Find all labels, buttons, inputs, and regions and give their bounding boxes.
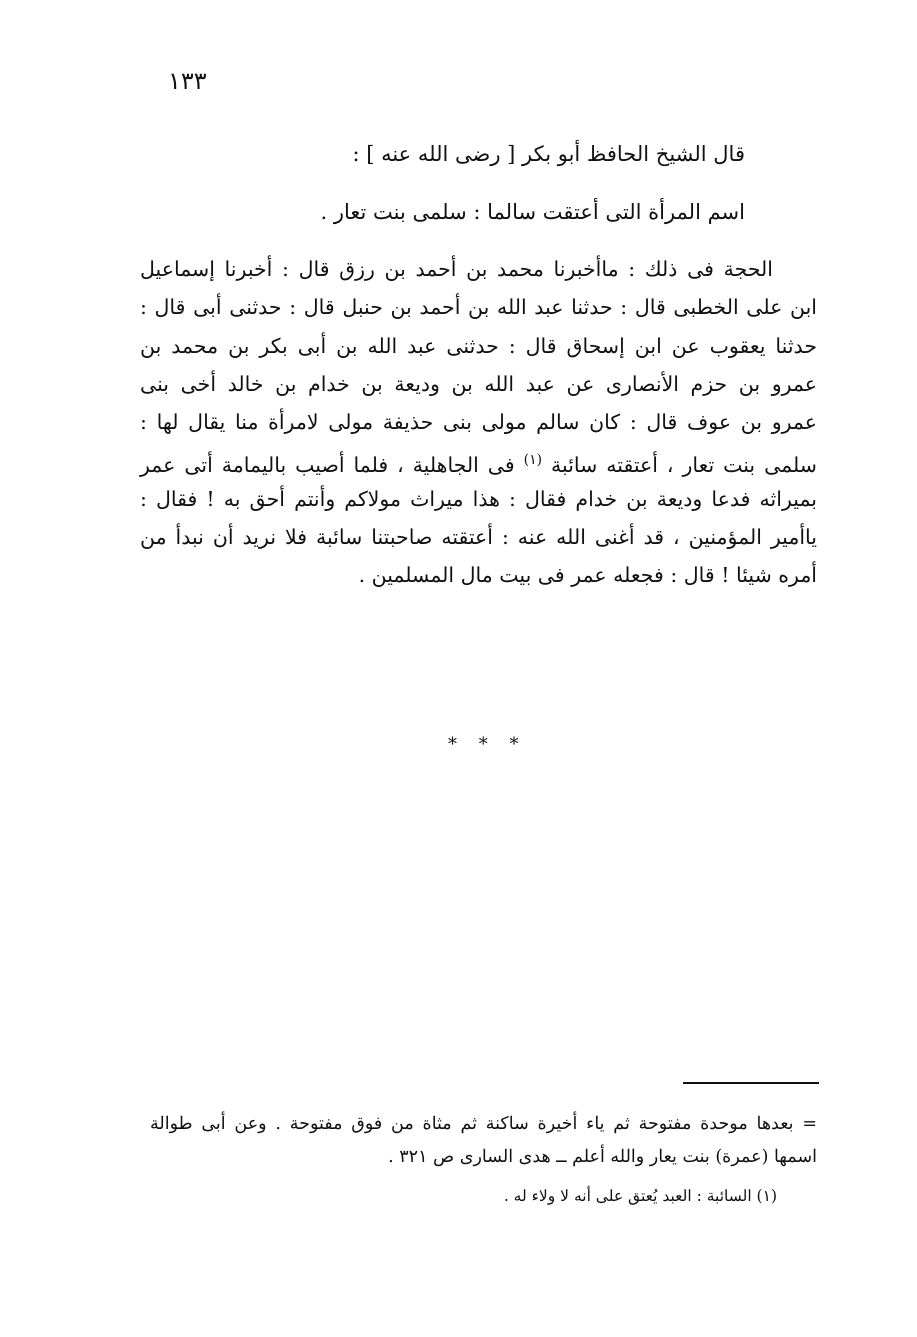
footnote-1: (١) السائبة : العبد يُعتق على أنه لا ولاء له . — [503, 1187, 777, 1205]
paragraph-line: حدثنا يعقوب عن ابن إسحاق قال : حدثنى عبد الله بن أبى بكر بن محمد بن — [140, 333, 817, 358]
section-heading: قال الشيخ الحافظ أبو بكر [ رضى الله عنه ] : — [352, 142, 745, 166]
paragraph-line: أمره شيئا ! قال : فجعله عمر فى بيت مال المسلمين . — [358, 563, 817, 588]
paragraph-line: ابن على الخطبى قال : حدثنا عبد الله بن أحمد بن حنبل قال : حدثنى أبى قال : — [140, 295, 817, 320]
paragraph-line-with-footnote — [140, 441, 817, 479]
paragraph-line: ياأمير المؤمنين ، قد أغنى الله عنه : أعتقته صاحبتنا سائبة فلا نريد أن نبدأ من — [140, 525, 817, 550]
page-number: ١٣٣ — [168, 67, 207, 95]
paragraph-line-text: سلمى بنت تعار ، أعتقته سائبة — [551, 453, 817, 478]
section-subheading: اسم المرأة التى أعتقت سالما : سلمى بنت تعار . — [320, 200, 745, 224]
section-separator: * * * — [448, 734, 527, 755]
paragraph-line: عمرو بن عوف قال : كان سالم مولى بنى حذيفة مولى لامرأة منا يقال لها : — [140, 410, 817, 435]
footnote-divider — [683, 1082, 819, 1084]
main-paragraph — [140, 250, 817, 595]
paragraph-line: الحجة فى ذلك : ماأخبرنا محمد بن أحمد بن رزق قال : أخبرنا إسماعيل — [140, 257, 773, 281]
footnote-reference-marker: (١) — [523, 452, 543, 469]
paragraph-line: عمرو بن حزم الأنصارى عن عبد الله بن وديعة بن خدام بن خالد أخى بنى — [140, 371, 817, 396]
footnotes — [150, 1108, 817, 1213]
footnote-continuation-line: = بعدها موحدة مفتوحة ثم ياء أخيرة ساكنة ثم مثاة من فوق مفتوحة . وعن أبى طوالة — [150, 1114, 817, 1134]
footnote-continuation-line: اسمها (عمرة) بنت يعار والله أعلم ــ هدى السارى ص ٣٢١ . — [388, 1147, 817, 1167]
paragraph-line-text: فى الجاهلية ، فلما أصيب باليمامة أتى عمر — [140, 453, 515, 478]
paragraph-line: بميراثه فدعا وديعة بن خدام فقال : هذا ميراث مولاكم وأنتم أحق به ! فقال : — [140, 486, 817, 511]
